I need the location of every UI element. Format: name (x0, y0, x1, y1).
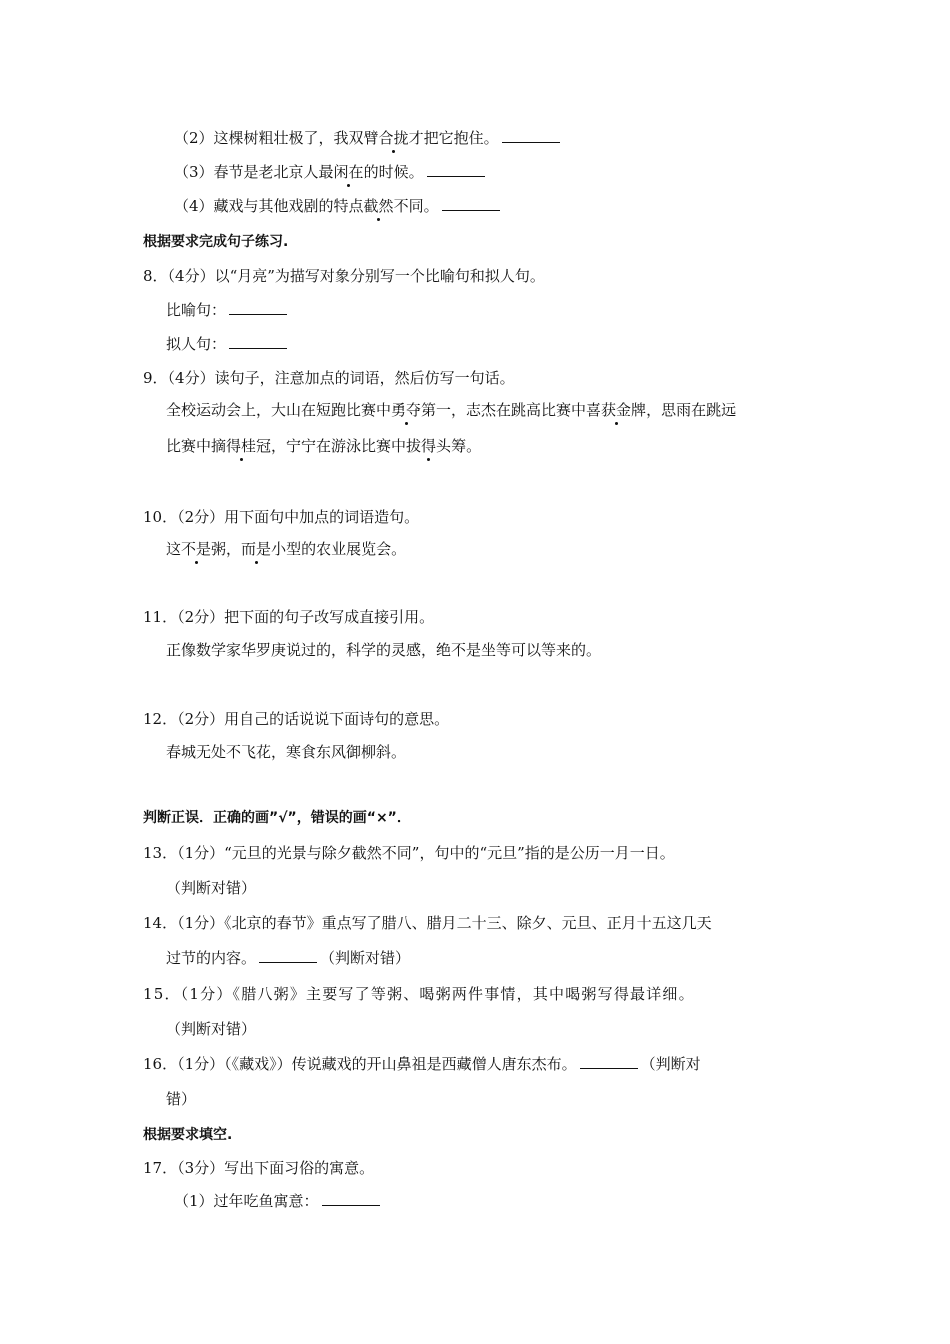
dotted-word: 截然 (363, 197, 394, 215)
answer-blank[interactable] (259, 948, 317, 963)
dotted-word: 而是 (241, 540, 272, 558)
q10-text: 小型的农业展览会。 (271, 540, 407, 558)
q9-text: ，宁宁在游泳比赛中 (271, 437, 407, 455)
dotted-word: 不是 (181, 540, 212, 558)
q16-stem: 16．（1分）（《藏戏》）传说藏戏的开山鼻祖是西藏僧人唐东杰布。 (143, 1055, 577, 1073)
q12-stem: 12．（2分）用自己的话说说下面诗句的意思。 (143, 710, 450, 728)
q7-item-4 (174, 195, 503, 217)
q14-judge-label: （判断对错） (320, 949, 411, 967)
q17-item-1 (174, 1190, 383, 1212)
q7-item-2-text-a: （2）这棵树粗壮极了，我双臂 (174, 129, 379, 147)
dotted-word: 勇夺 (391, 401, 422, 419)
section-heading-fill: 根据要求填空. (143, 1127, 233, 1143)
answer-blank[interactable] (427, 162, 485, 177)
dotted-word: 摘得桂冠 (211, 437, 272, 455)
q7-item-2-text-b: 才把它抱住。 (408, 129, 499, 147)
q9-line-1 (166, 399, 736, 421)
q10-text: 粥， (211, 540, 242, 558)
q7-item-3-text-a: （3）春节是老北京人最 (174, 163, 334, 181)
answer-blank[interactable] (502, 128, 560, 143)
q9-line-2 (166, 435, 481, 457)
q8-label-simile: 比喻句： (166, 301, 227, 319)
answer-blank[interactable] (229, 334, 287, 349)
q9-text: 全校运动会上，大山在短跑比赛中 (166, 401, 392, 419)
q8-answer-1 (166, 299, 290, 321)
dotted-word: 闲在 (333, 163, 364, 181)
q16-judge-label: （判断对 (640, 1055, 701, 1073)
q13-stem: 13．（1分）“元旦的光景与除夕截然不同”，句中的“元旦”指的是公历一月一日。 (143, 844, 675, 862)
answer-blank[interactable] (580, 1054, 638, 1069)
q8-answer-2 (166, 333, 290, 355)
section-heading-sentences: 根据要求完成句子练习. (143, 234, 289, 250)
answer-blank[interactable] (322, 1191, 380, 1206)
q16-line-1 (143, 1053, 701, 1075)
q17-item-1-text: （1）过年吃鱼寓意： (174, 1192, 319, 1210)
q8-stem: 8．（4分）以“月亮”为描写对象分别写一个比喻句和拟人句。 (143, 267, 545, 285)
q9-text: 第一，志杰在跳高比赛中 (421, 401, 587, 419)
q9-text: 比赛中 (166, 437, 212, 455)
q7-item-2 (174, 127, 563, 149)
q10-text: 这 (166, 540, 182, 558)
q11-sentence: 正像数学家华罗庚说过的，科学的灵感，绝不是坐等可以等来的。 (166, 641, 602, 659)
q14-line-2 (166, 947, 410, 969)
q11-stem: 11．（2分）把下面的句子改写成直接引用。 (143, 608, 435, 626)
q7-item-4-text-b: 不同。 (393, 197, 439, 215)
q14-text: 过节的内容。 (166, 949, 257, 967)
q10-stem: 10．（2分）用下面句中加点的词语造句。 (143, 508, 420, 526)
q12-poem: 春城无处不飞花，寒食东风御柳斜。 (166, 743, 407, 761)
dotted-word: 合拢 (378, 129, 409, 147)
q8-label-personification: 拟人句： (166, 335, 227, 353)
dotted-word: 拔得头 (406, 437, 452, 455)
q15-stem: 15．（1分）《腊八粥》主要写了等粥、喝粥两件事情，其中喝粥写得最详细。 (143, 985, 695, 1003)
q9-text: ，思雨在跳远 (646, 401, 737, 419)
q7-item-3-text-b: 的时候。 (363, 163, 424, 181)
q16-judge-label-cont: 错） (166, 1090, 197, 1108)
q17-stem: 17．（3分）写出下面习俗的寓意。 (143, 1159, 375, 1177)
q13-judge-label: （判断对错） (166, 879, 257, 897)
section-heading-judge: 判断正误．正确的画”√”，错误的画“×”． (143, 810, 411, 826)
q9-stem: 9．（4分）读句子，注意加点的词语，然后仿写一句话。 (143, 369, 515, 387)
dotted-word: 喜获金牌 (586, 401, 647, 419)
answer-blank[interactable] (442, 196, 500, 211)
q10-line-1 (166, 538, 406, 560)
q7-item-3 (174, 161, 488, 183)
q15-judge-label: （判断对错） (166, 1020, 257, 1038)
q7-item-4-text-a: （4）藏戏与其他戏剧的特点 (174, 197, 364, 215)
q9-text: 筹。 (451, 437, 482, 455)
q14-stem: 14．（1分）《北京的春节》重点写了腊八、腊月二十三、除夕、元旦、正月十五这几天 (143, 914, 712, 932)
answer-blank[interactable] (229, 300, 287, 315)
